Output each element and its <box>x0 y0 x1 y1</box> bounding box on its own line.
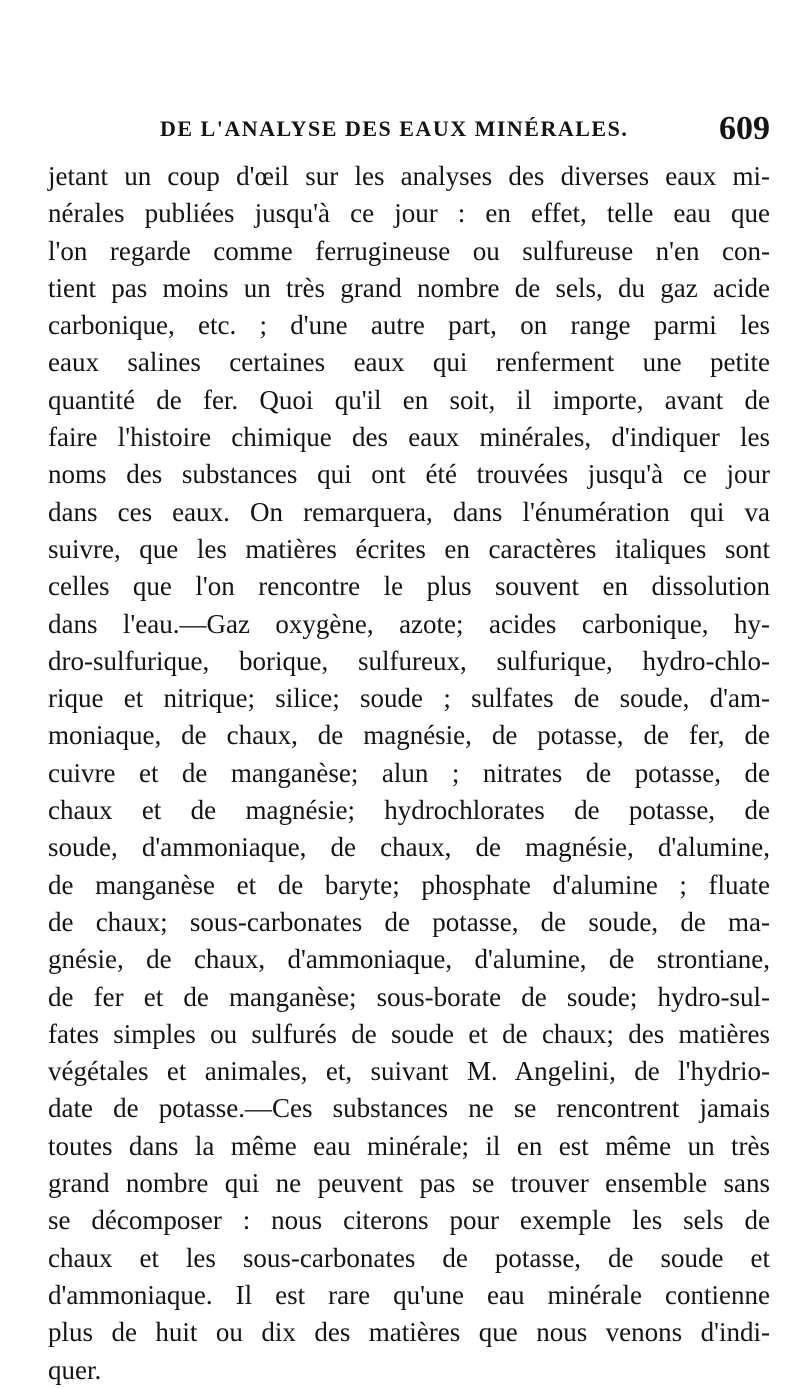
text-line: quer. <box>48 1354 102 1385</box>
text-line: dans ces eaux. On remarquera, dans l'énumération qui va <box>48 496 770 527</box>
body-text <box>48 158 770 1389</box>
text-line: végétales et animales, et, suivant M. Angelini, de l'hydrio- <box>48 1056 770 1087</box>
text-line: faire l'histoire chimique des eaux minérales, d'indiquer les <box>48 422 770 453</box>
text-line: l'on regarde comme ferrugineuse ou sulfureuse n'en con- <box>48 235 770 266</box>
text-line: gnésie, de chaux, d'ammoniaque, d'alumine, de strontiane, <box>48 944 770 975</box>
running-head: DE L'ANALYSE DES EAUX MINÉRALES. <box>160 116 629 141</box>
text-line: jetant un coup d'œil sur les analyses des diverses eaux mi- <box>48 161 770 191</box>
text-line: eaux salines certaines eaux qui renferment une petite <box>48 347 770 378</box>
text-line: quantité de fer. Quoi qu'il en soit, il importe, avant de <box>48 384 770 415</box>
text-line: celles que l'on rencontre le plus souvent en dissolution <box>48 571 770 602</box>
text-line: date de potasse.—Ces substances ne se rencontrent jamais <box>48 1093 770 1124</box>
text-line: noms des substances qui ont été trouvées jusqu'à ce jour <box>48 459 770 490</box>
text-line: chaux et de magnésie; hydrochlorates de potasse, de <box>48 795 770 826</box>
page-header <box>48 112 770 154</box>
text-line: de fer et de manganèse; sous-borate de soude; hydro-sul- <box>48 981 770 1012</box>
text-line: de chaux; sous-carbonates de potasse, de soude, de ma- <box>48 906 770 937</box>
text-line: de manganèse et de baryte; phosphate d'alumine ; fluate <box>48 869 770 900</box>
text-line: soude, d'ammoniaque, de chaux, de magnésie, d'alumine, <box>48 832 770 863</box>
text-line: dro-sulfurique, borique, sulfureux, sulfurique, hydro-chlo- <box>48 645 770 676</box>
text-line: nérales publiées jusqu'à ce jour : en effet, telle eau que <box>48 198 770 229</box>
text-line: d'ammoniaque. Il est rare qu'une eau minérale contienne <box>48 1279 770 1310</box>
text-line: dans l'eau.—Gaz oxygène, azote; acides carbonique, hy- <box>48 608 770 639</box>
text-line: rique et nitrique; silice; soude ; sulfates de soude, d'am- <box>48 683 770 714</box>
text-line: tient pas moins un très grand nombre de sels, du gaz acide <box>48 272 770 303</box>
text-line: plus de huit ou dix des matières que nous venons d'indi- <box>48 1317 770 1348</box>
text-line: grand nombre qui ne peuvent pas se trouver ensemble sans <box>48 1168 770 1199</box>
text-line: moniaque, de chaux, de magnésie, de potasse, de fer, de <box>48 720 770 751</box>
text-line: toutes dans la même eau minérale; il en est même un très <box>48 1130 770 1161</box>
text-line: cuivre et de manganèse; alun ; nitrates de potasse, de <box>48 757 770 788</box>
text-line: chaux et les sous-carbonates de potasse, de soude et <box>48 1242 770 1273</box>
page-number: 609 <box>719 110 770 147</box>
text-line: fates simples ou sulfurés de soude et de chaux; des matières <box>48 1018 770 1049</box>
text-line: suivre, que les matières écrites en caractères italiques sont <box>48 533 770 564</box>
text-line: carbonique, etc. ; d'une autre part, on range parmi les <box>48 310 770 341</box>
text-line: se décomposer : nous citerons pour exemple les sels de <box>48 1205 770 1236</box>
